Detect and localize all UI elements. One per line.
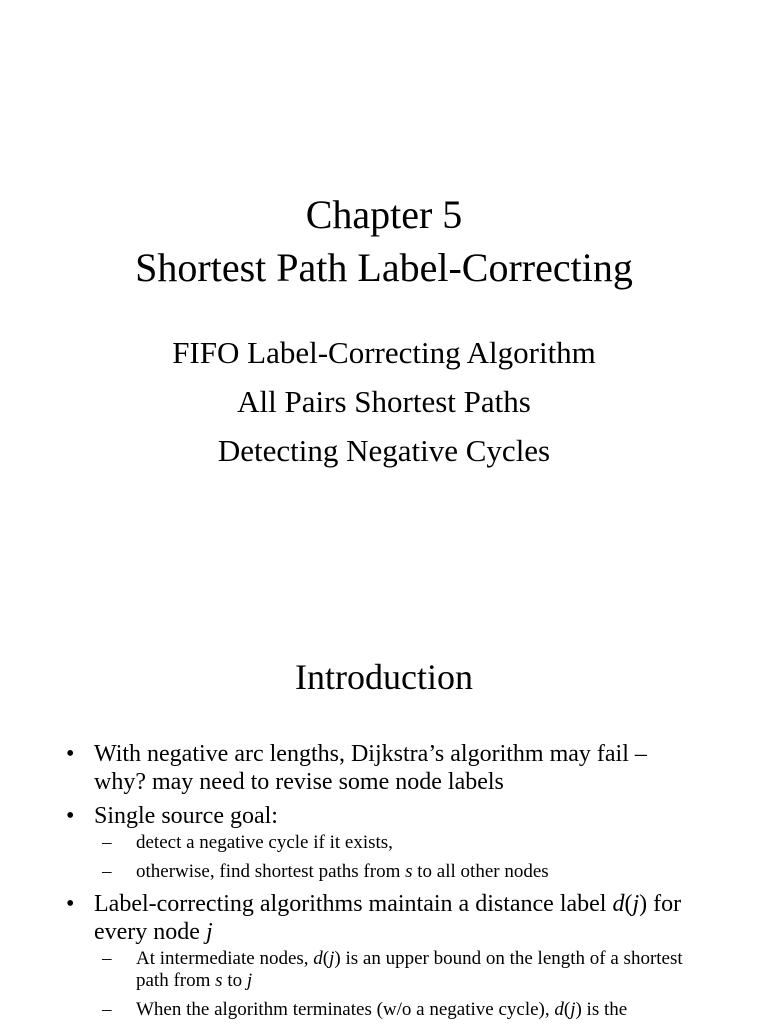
dash-marker: –: [102, 948, 112, 969]
title-line-topic: Shortest Path Label-Correcting: [135, 245, 633, 290]
bullet-item: [60, 890, 700, 1021]
sub-bullet-item: [102, 861, 700, 883]
slide-title: [0, 188, 768, 294]
slide-subtitle: [0, 328, 768, 475]
sub-bullet-item: [102, 832, 700, 854]
sub-bullet-text: otherwise, find shortest paths from s to all other nodes: [136, 861, 549, 882]
dash-marker: –: [102, 999, 112, 1020]
slide-title: Introduction: [295, 657, 473, 697]
bullet-text: Label-correcting algorithms maintain a distance label d(j) for every node j: [94, 891, 682, 945]
bullet-text: Single source goal:: [94, 803, 278, 829]
subtitle-line-3: Detecting Negative Cycles: [217, 433, 551, 468]
bullet-marker: •: [66, 891, 75, 917]
bullet-item: [60, 740, 700, 796]
sub-bullet-list: [94, 948, 700, 1021]
bullet-text: With negative arc lengths, Dijkstra’s algorithm may fail – why? may need to revise some node labels: [94, 741, 647, 795]
bullet-item: [60, 802, 700, 883]
dash-marker: –: [102, 832, 112, 853]
sub-bullet-list: [94, 832, 700, 883]
bullet-list: [60, 740, 700, 1024]
sub-bullet-text: detect a negative cycle if it exists,: [136, 832, 393, 853]
introduction-slide: [0, 580, 768, 1024]
sub-bullet-text: When the algorithm terminates (w/o a negative cycle), d(j) is the: [136, 999, 628, 1020]
sub-bullet-item: [102, 948, 700, 992]
bullet-marker: •: [66, 803, 75, 829]
title-line-chapter: Chapter 5: [305, 192, 463, 237]
sub-bullet-text: At intermediate nodes, d(j) is an upper bound on the length of a shortest path from s to j: [136, 948, 683, 991]
dash-marker: –: [102, 861, 112, 882]
bullet-marker: •: [66, 741, 75, 767]
subtitle-line-1: FIFO Label-Correcting Algorithm: [172, 335, 596, 370]
subtitle-line-2: All Pairs Shortest Paths: [237, 384, 531, 419]
sub-bullet-item: [102, 999, 700, 1021]
